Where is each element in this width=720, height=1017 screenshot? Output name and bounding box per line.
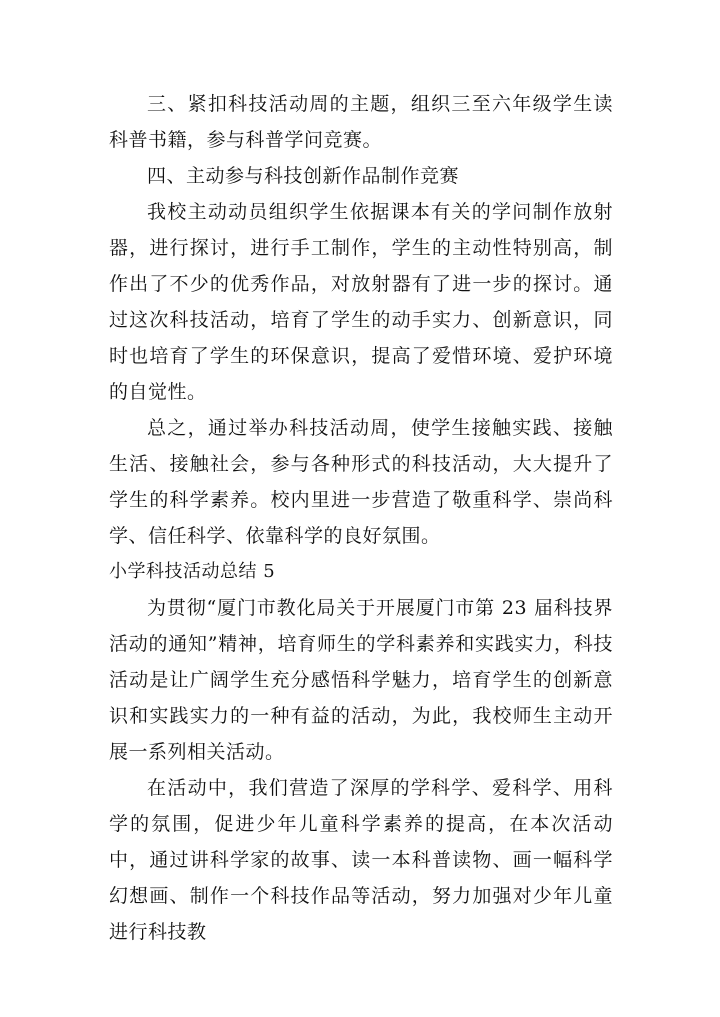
paragraph-item-3: 三、紧扣科技活动周的主题，组织三至六年级学生读科普书籍，参与科普学问竞赛。 — [109, 93, 613, 151]
document-body — [109, 86, 613, 950]
section-heading: 小学科技活动总结 5 — [109, 561, 276, 582]
paragraph-intro-5: 为贯彻“厦门市教化局关于开展厦门市第 23 届科技界活动的通知”精神，培育师生的学科素养和实践实力，科技活动是让广阔学生充分感悟科学魅力，培育学生的创新意识和实践实力的一种有益的活动，为此，我校师生主动开展一系列相关活动。 — [109, 597, 613, 763]
paragraph-item-4-heading: 四、主动参与科技创新作品制作竞赛 — [147, 165, 460, 187]
paragraph-science-production: 我校主动动员组织学生依据课本有关的学问制作放射器，进行探讨，进行手工制作，学生的主动性特别高，制作出了不少的优秀作品，对放射器有了进一步的探讨。通过这次科技活动，培育了学生的动手实力、创新意识，同时也培育了学生的环保意识，提高了爱惜环境、爱护环境的自觉性。 — [109, 201, 613, 403]
paragraph-activities: 在活动中，我们营造了深厚的学科学、爱科学、用科学的氛围，促进少年儿童科学素养的提高，在本次活动中，通过讲科学家的故事、读一本科普读物、画一幅科学幻想画、制作一个科技作品等活动，努力加强对少年儿童进行科技教 — [109, 777, 613, 943]
paragraph-conclusion: 总之，通过举办科技活动周，使学生接触实践、接触生活、接触社会，参与各种形式的科技活动，大大提升了学生的科学素养。校内里进一步营造了敬重科学、崇尚科学、信任科学、依靠科学的良好氛围。 — [109, 417, 613, 547]
